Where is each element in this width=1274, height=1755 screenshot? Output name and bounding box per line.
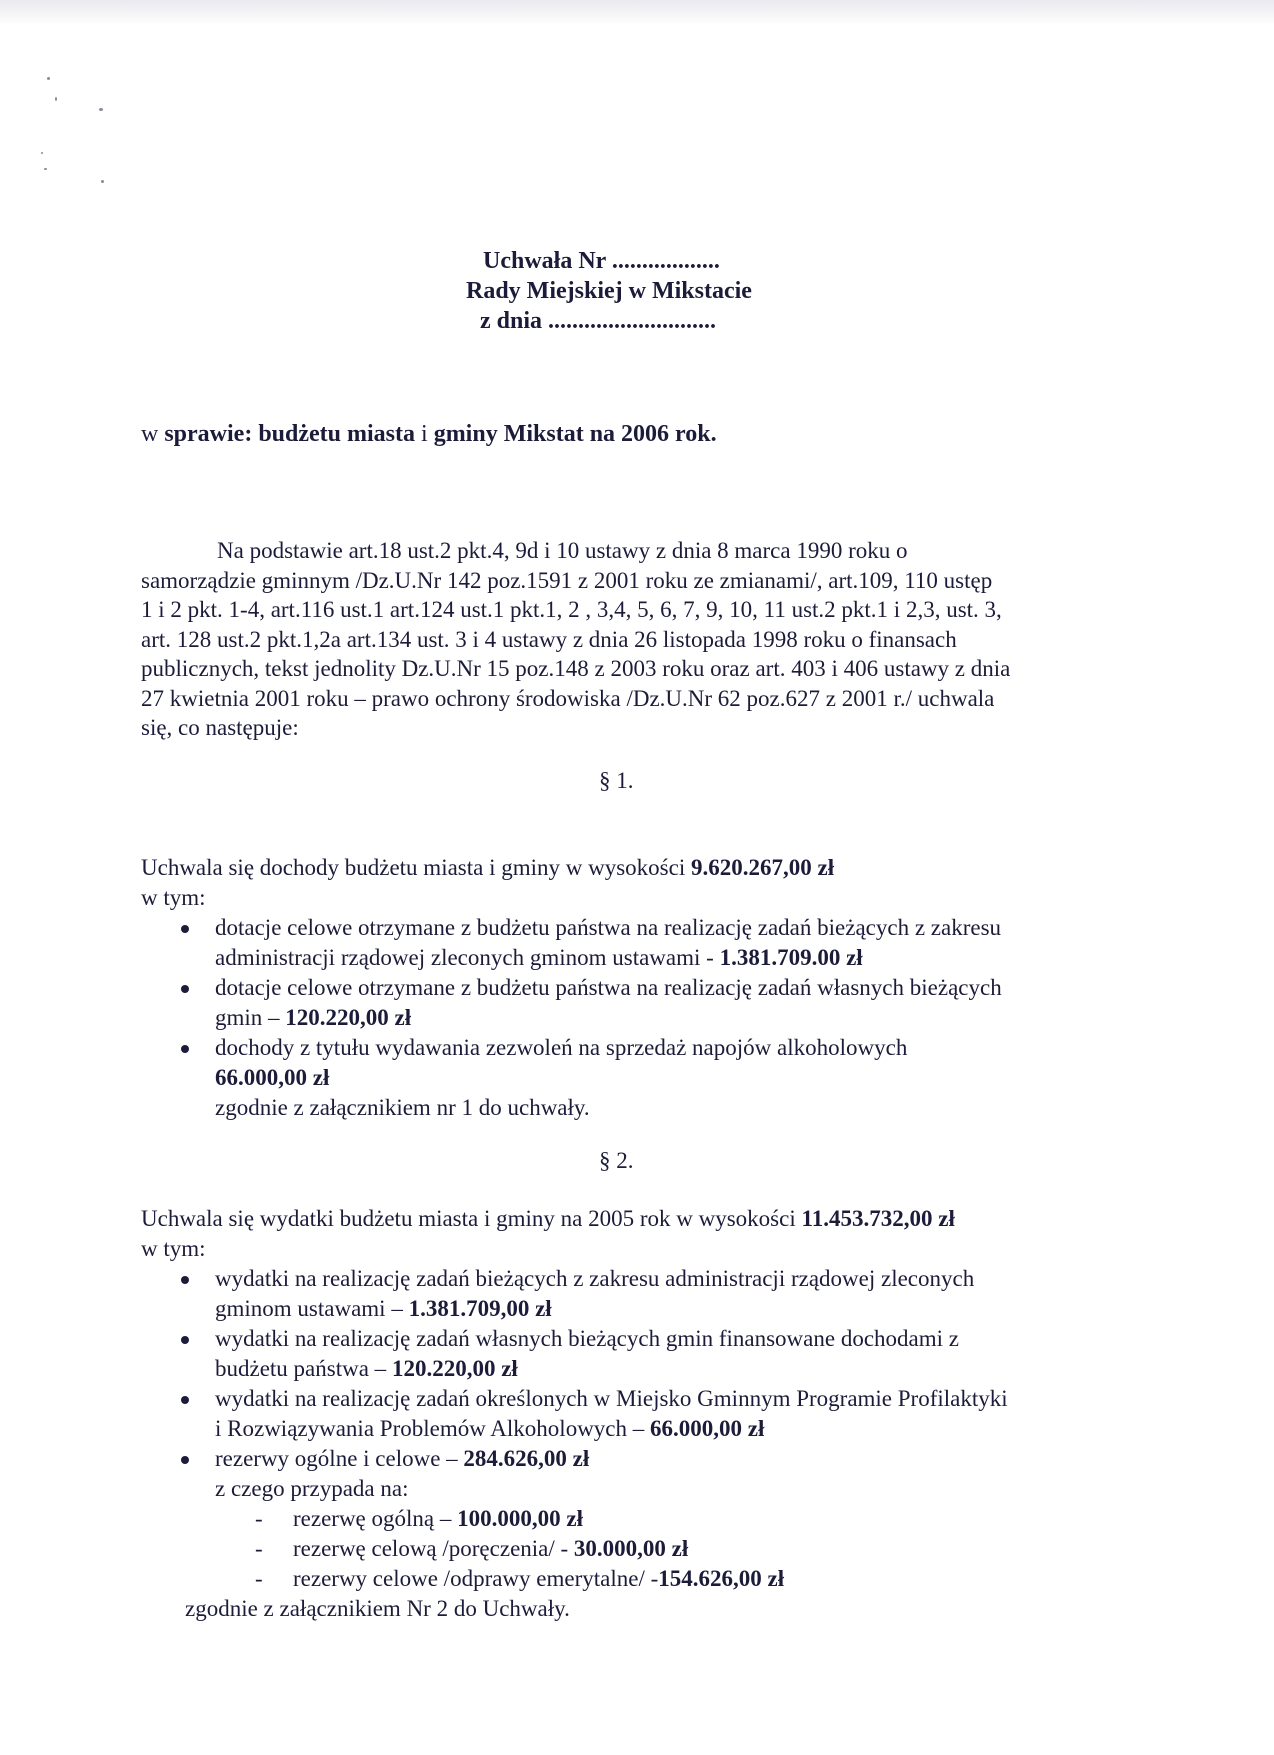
scan-speck xyxy=(41,152,43,154)
item-amount: 284.626,00 zł xyxy=(463,1446,590,1471)
reserve-row xyxy=(255,1534,1141,1564)
item-text: budżetu państwa – xyxy=(215,1356,392,1381)
scan-speck xyxy=(55,97,57,101)
item-line: wydatki na realizację zadań własnych bieżących gmin finansowane dochodami z xyxy=(215,1326,959,1351)
reserve-breakdown xyxy=(141,1504,1141,1594)
preamble-line: się, co następuje: xyxy=(141,715,299,740)
dash-marker: - xyxy=(255,1536,263,1561)
item-line: z czego przypada na: xyxy=(215,1476,409,1501)
dash-marker: - xyxy=(255,1566,263,1591)
preamble xyxy=(141,536,1081,743)
reserve-amount: 154.626,00 zł xyxy=(658,1566,785,1591)
dash-marker: - xyxy=(255,1506,263,1531)
section-1-income xyxy=(141,853,1141,1123)
section-mark-1: § 1. xyxy=(599,768,634,793)
item-line: wydatki na realizację zadań określonych w Miejsko Gminnym Programie Profilaktyki xyxy=(215,1386,1008,1411)
item-line: wydatki na realizację zadań bieżących z zakresu administracji rządowej zleconych xyxy=(215,1266,975,1291)
item-line: dotacje celowe otrzymane z budżetu państwa na realizację zadań własnych bieżących xyxy=(215,975,1002,1000)
income-list xyxy=(141,913,1141,1123)
expenses-footer: zgodnie z załącznikiem Nr 2 do Uchwały. xyxy=(185,1596,570,1621)
item-amount: 120.220,00 zł xyxy=(285,1005,412,1030)
item-text: gminom ustawami – xyxy=(215,1296,409,1321)
expenses-intro xyxy=(141,1204,1141,1234)
item-text: gmin – xyxy=(215,1005,286,1030)
reserve-amount: 30.000,00 zł xyxy=(573,1536,689,1561)
bullet-icon xyxy=(181,985,189,993)
item-line xyxy=(215,943,1141,973)
income-footer: zgodnie z załącznikiem nr 1 do uchwały. xyxy=(215,1095,590,1120)
bullet-icon xyxy=(181,925,189,933)
list-item xyxy=(141,913,1141,973)
subject-bold: sprawie: budżetu miasta xyxy=(164,421,416,447)
bullet-icon xyxy=(181,1276,189,1284)
section-2-expenses xyxy=(141,1204,1141,1624)
item-amount: 1.381.709.00 zł xyxy=(719,945,863,970)
preamble-line: publicznych, tekst jednolity Dz.U.Nr 15 poz.148 z 2003 roku oraz art. 403 i 406 ustawy z dnia xyxy=(141,656,1011,681)
item-amount: 1.381.709,00 zł xyxy=(408,1296,552,1321)
expenses-total: 11.453.732,00 zł xyxy=(801,1206,955,1231)
bullet-icon xyxy=(181,1396,189,1404)
preamble-line: 27 kwietnia 2001 roku – prawo ochrony środowiska /Dz.U.Nr 62 poz.627 z 2001 r./ uchwala xyxy=(141,685,995,711)
income-intro xyxy=(141,853,1141,883)
scan-speck xyxy=(99,108,103,111)
resolution-header xyxy=(440,246,840,336)
reserve-label: rezerwy celowe /odprawy emerytalne/ - xyxy=(293,1566,659,1591)
list-item xyxy=(141,1444,1141,1504)
scan-speck xyxy=(101,180,104,183)
list-item xyxy=(141,1033,1141,1123)
bullet-icon xyxy=(181,1456,189,1464)
list-item xyxy=(141,1264,1141,1324)
item-line xyxy=(215,1003,1141,1033)
resolution-number: Uchwała Nr .................. xyxy=(483,248,720,274)
reserve-row xyxy=(255,1504,1141,1534)
reserve-label: rezerwę celową /poręczenia/ - xyxy=(293,1536,574,1561)
scan-speck xyxy=(47,77,50,80)
expenses-intro-text: Uchwala się wydatki budżetu miasta i gminy na 2005 rok w wysokości xyxy=(141,1206,802,1231)
subject-bold-2: gminy Mikstat na 2006 rok. xyxy=(433,421,717,447)
reserve-amount: 100.000,00 zł xyxy=(457,1506,583,1531)
bullet-icon xyxy=(181,1336,189,1344)
item-text: administracji rządowej zleconych gminom ustawami - xyxy=(215,945,720,970)
item-line xyxy=(215,1294,1141,1324)
council-name: Rady Miejskiej w Mikstacie xyxy=(466,278,752,304)
preamble-line: 1 i 2 pkt. 1-4, art.116 ust.1 art.124 ust.1 pkt.1, 2 , 3,4, 5, 6, 7, 9, 10, 11 ust.2 pkt.1 i 2,3, ust. 3, xyxy=(141,597,1002,622)
reserve-row xyxy=(255,1564,1141,1594)
expenses-list xyxy=(141,1264,1141,1504)
income-w-tym: w tym: xyxy=(141,885,206,910)
item-line xyxy=(215,1063,1141,1093)
subject-prefix: w xyxy=(141,421,165,447)
income-total: 9.620.267,00 zł xyxy=(690,855,835,880)
expenses-w-tym: w tym: xyxy=(141,1236,206,1261)
item-text: rezerwy ogólne i celowe – xyxy=(215,1446,464,1471)
preamble-line: samorządzie gminnym /Dz.U.Nr 142 poz.1591 z 2001 roku ze zmianami/, art.109, 110 ustęp xyxy=(141,567,993,593)
item-line: dochody z tytułu wydawania zezwoleń na sprzedaż napojów alkoholowych xyxy=(215,1035,908,1060)
preamble-line: Na podstawie art.18 ust.2 pkt.4, 9d i 10 ustawy z dnia 8 marca 1990 roku o xyxy=(217,538,908,563)
section-mark-2: § 2. xyxy=(599,1148,634,1173)
item-line xyxy=(215,1444,1141,1474)
subject-middle: i xyxy=(415,421,434,447)
item-line xyxy=(215,1414,1141,1444)
item-line: dotacje celowe otrzymane z budżetu państwa na realizację zadań bieżących z zakresu xyxy=(215,915,1002,940)
list-item xyxy=(141,1324,1141,1384)
resolution-date: z dnia ............................ xyxy=(480,308,717,334)
scan-speck xyxy=(44,168,47,170)
income-intro-text: Uchwala się dochody budżetu miasta i gminy w wysokości xyxy=(141,855,691,880)
reserve-label: rezerwę ogólną – xyxy=(293,1506,458,1531)
list-item xyxy=(141,1384,1141,1444)
preamble-line: art. 128 ust.2 pkt.1,2a art.134 ust. 3 i 4 ustawy z dnia 26 listopada 1998 roku o finansach xyxy=(141,626,957,652)
item-line xyxy=(215,1354,1141,1384)
item-text: i Rozwiązywania Problemów Alkoholowych – xyxy=(215,1416,651,1441)
list-item xyxy=(141,973,1141,1033)
bullet-icon xyxy=(181,1045,189,1053)
item-amount: 120.220,00 zł xyxy=(391,1356,518,1381)
scan-shadow xyxy=(0,0,1274,26)
item-amount: 66.000,00 zł xyxy=(215,1065,330,1090)
item-amount: 66.000,00 zł xyxy=(650,1416,765,1441)
resolution-subject xyxy=(141,421,717,448)
